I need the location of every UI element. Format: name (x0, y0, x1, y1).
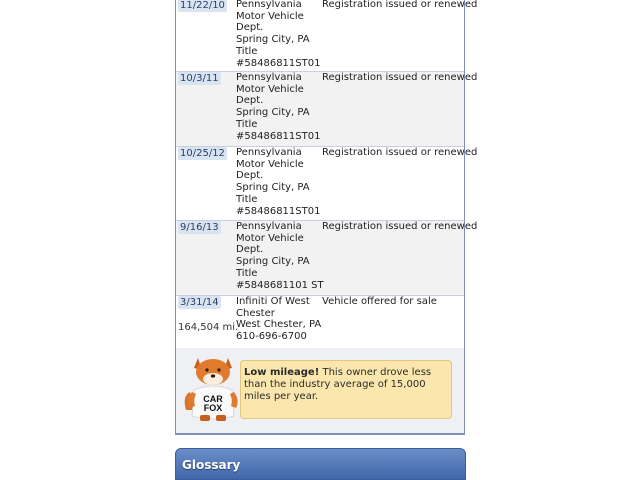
source-line: Title (236, 267, 258, 279)
history-record (176, 147, 478, 221)
record-source (236, 296, 320, 343)
source-line: Title (236, 193, 258, 205)
record-date: 9/16/13 (180, 222, 219, 233)
source-line: Motor Vehicle (236, 83, 304, 95)
source-line: Spring City, PA (236, 34, 310, 46)
record-comment: Registration issued or renewed (322, 0, 478, 10)
glossary-header[interactable] (175, 448, 466, 480)
glossary-title: Glossary (182, 458, 241, 472)
source-line: Spring City, PA (236, 182, 310, 194)
source-line: Dept. (236, 22, 264, 34)
source-line: Dept. (236, 170, 264, 182)
low-mileage-promo (176, 348, 464, 433)
source-line: Motor Vehicle (236, 10, 304, 22)
source-line: 610-696-6700 (236, 331, 307, 343)
record-mileage: 164,504 mi. (178, 322, 239, 333)
record-date: 3/31/14 (180, 297, 219, 308)
source-line: #5848681101 ST (236, 279, 324, 291)
source-line: Motor Vehicle (236, 158, 304, 170)
source-line: #58486811ST01 (236, 57, 321, 69)
source-line: West Chester, PA (236, 319, 322, 331)
record-source (236, 221, 324, 291)
record-date: 10/3/11 (180, 73, 219, 84)
source-line: Pennsylvania (236, 221, 302, 232)
history-record (176, 72, 478, 147)
low-mileage-callout (240, 360, 452, 419)
history-record (176, 0, 478, 72)
source-line: Chester (236, 307, 275, 319)
source-line: Title (236, 118, 258, 130)
source-line: Dept. (236, 95, 264, 107)
source-line: Spring City, PA (236, 256, 310, 268)
record-comment: Registration issued or renewed (322, 72, 478, 83)
source-line: Motor Vehicle (236, 232, 304, 244)
callout-text: This owner drove less than the industry average of 15,000 miles per year. (244, 367, 432, 402)
record-source (236, 147, 320, 217)
record-date: 11/22/10 (180, 0, 225, 11)
source-line: #58486811ST01 (236, 130, 321, 142)
source-line: Pennsylvania (236, 72, 302, 83)
source-line: Pennsylvania (236, 0, 302, 10)
source-line: Infiniti Of West (236, 296, 310, 307)
record-source (236, 0, 320, 69)
record-comment: Registration issued or renewed (322, 147, 478, 158)
source-line: Spring City, PA (236, 107, 310, 119)
history-record (176, 296, 464, 348)
history-record (176, 221, 478, 296)
mascot-text: FOX (203, 403, 223, 413)
record-comment: Vehicle offered for sale (322, 296, 437, 307)
vehicle-history-panel (175, 0, 478, 435)
record-date: 10/25/12 (180, 148, 225, 159)
source-line: Title (236, 45, 258, 57)
mascot-text: CAR (203, 394, 223, 404)
source-line: Dept. (236, 244, 264, 256)
callout-title: Low mileage! (244, 367, 320, 378)
source-line: Pennsylvania (236, 147, 302, 158)
record-comment: Registration issued or renewed (322, 221, 478, 232)
record-source (236, 72, 320, 142)
source-line: #58486811ST01 (236, 205, 321, 217)
carfox-mascot-icon (182, 352, 244, 422)
